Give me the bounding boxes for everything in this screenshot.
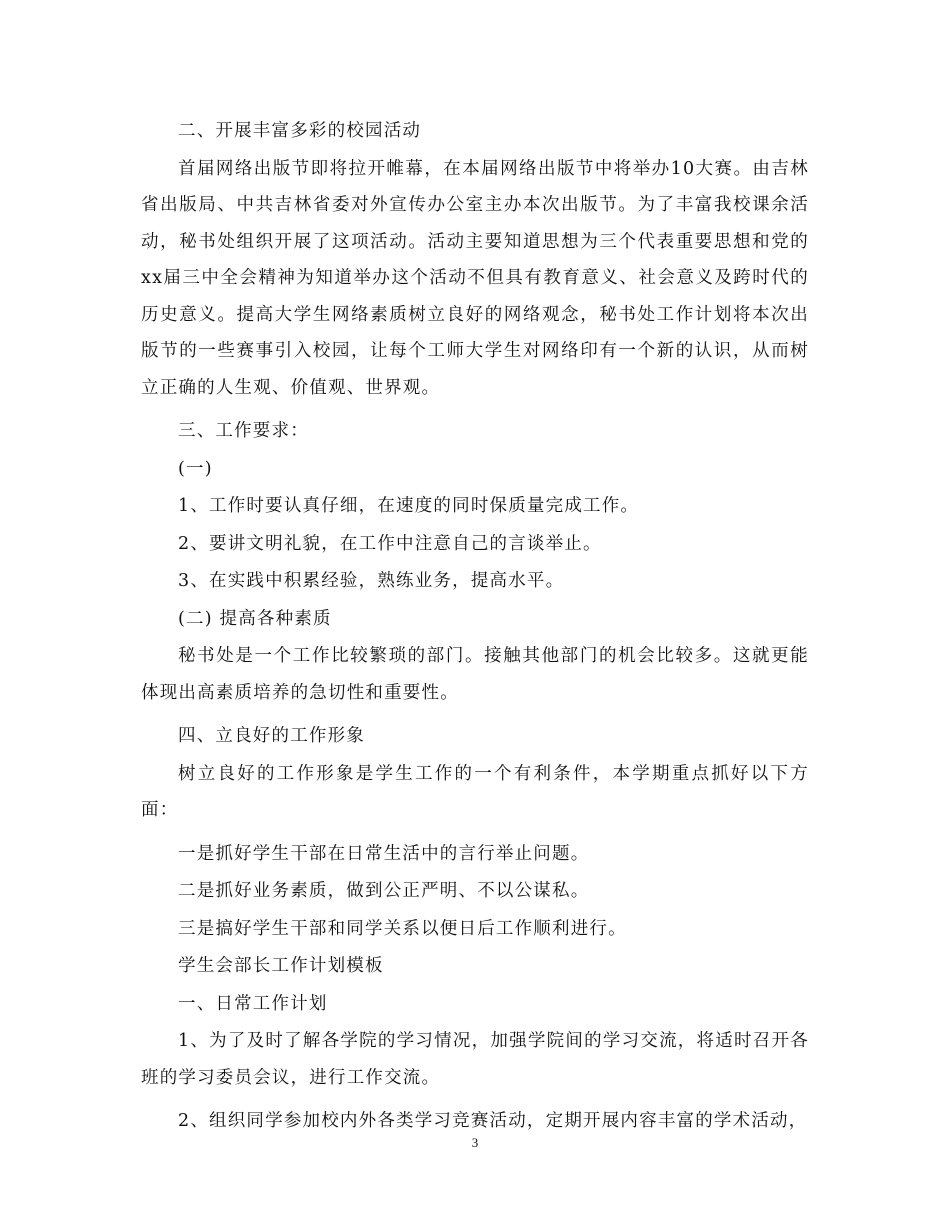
template-title: 学生会部长工作计划模板 [178,956,384,976]
requirement-item-3: 3、在实践中积累经验，熟练业务，提高水平。 [178,571,565,591]
section-heading-2: 二、开展丰富多彩的校园活动 [178,121,422,141]
list-item-1: 一是抓好学生干部在日常生活中的言行举止问题。 [178,843,590,864]
subsection-heading-2: (二) 提高各种素质 [178,608,332,629]
paragraph-work-image: 树立良好的工作形象是学生工作的一个有利条件，本学期重点抓好以下方面： [141,763,809,820]
subsection-heading-1: (一) [178,458,213,479]
list-item-2: 二是抓好业务素质，做到公正严明、不以公谋私。 [178,881,590,901]
paragraph-secretariat: 秘书处是一个工作比较繁琐的部门。接触其他部门的机会比较多。这就更能体现出高素质培养的急切性和重要性。 [141,646,809,703]
requirement-item-1: 1、工作时要认真仔细，在速度的同时保质量完成工作。 [178,496,640,516]
document-body [141,113,809,1147]
section-heading-1-daily-plan: 一、日常工作计划 [178,993,328,1014]
paragraph-plan-item-2: 2、组织同学参加校内外各类学习竞赛活动，定期开展内容丰富的学术活动， [178,1111,808,1131]
section-heading-4: 四、立良好的工作形象 [178,726,365,746]
paragraph-plan-item-1: 1、为了及时了解各学院的学习情况，加强学院间的学习交流，将适时召开各班的学习委员会议，进行工作交流。 [141,1031,809,1088]
section-heading-3: 三、工作要求： [178,421,309,441]
paragraph-publishing-festival: 首届网络出版节即将拉开帷幕，在本届网络出版节中将举办10大赛。由吉林省出版局、中共吉林省委对外宣传办公室主办本次出版节。为了丰富我校课余活动，秘书处组织开展了这项活动。活动主要知道思想为三个代表重要思想和党的xx届三中全会精神为知道举办这个活动不但具有教育意义、社会意义及跨时代的历史意义。提高大学生网络素质树立良好的网络观念，秘书处工作计划将本次出版节的一些赛事引入校园，让每个工师大学生对网络印有一个新的认识，从而树立正确的人生观、价值观、世界观。 [141,158,809,398]
requirement-item-2: 2、要讲文明礼貌，在工作中注意自己的言谈举止。 [178,533,602,554]
page-number: 3 [471,1135,479,1150]
list-item-3: 三是搞好学生干部和同学关系以便日后工作顺利进行。 [178,918,627,939]
